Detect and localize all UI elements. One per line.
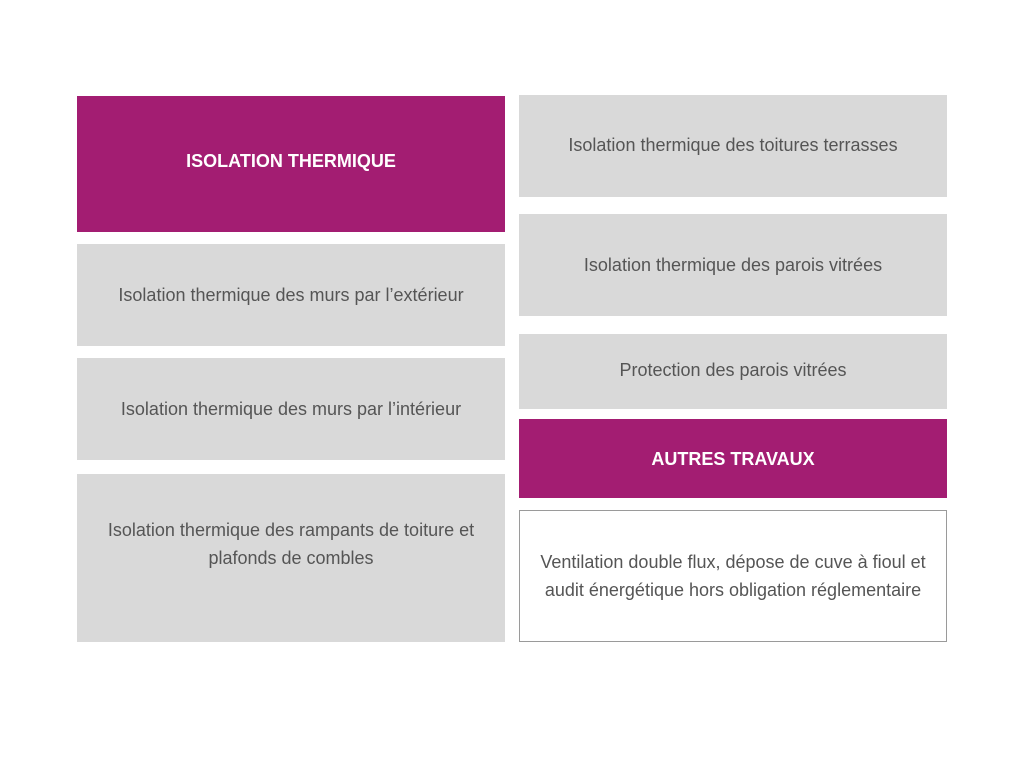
item-toitures-terrasses — [519, 95, 947, 197]
item-rampants-combles-label: Isolation thermique des rampants de toiture et plafonds de combles — [107, 520, 475, 568]
item-autres-travaux-label: Ventilation double flux, dépose de cuve à fioul et audit énergétique hors obligation réglementaire — [540, 552, 926, 600]
item-murs-exterieur — [77, 244, 505, 346]
item-murs-interieur — [77, 358, 505, 460]
item-murs-exterieur-label: Isolation thermique des murs par l’extérieur — [118, 285, 464, 305]
item-parois-vitrees-label: Isolation thermique des parois vitrées — [583, 255, 883, 275]
autres-travaux-header-label: AUTRES TRAVAUX — [651, 448, 815, 469]
autres-travaux-header — [519, 419, 947, 498]
item-murs-interieur-label: Isolation thermique des murs par l’intérieur — [120, 399, 462, 419]
item-rampants-combles — [77, 474, 505, 642]
item-protection-parois-vitrees — [519, 334, 947, 409]
isolation-thermique-header — [77, 96, 505, 232]
item-toitures-terrasses-label: Isolation thermique des toitures terrasses — [568, 135, 898, 155]
item-protection-parois-vitrees-label: Protection des parois vitrées — [619, 359, 847, 380]
item-autres-travaux — [519, 510, 947, 642]
item-parois-vitrees — [519, 214, 947, 316]
isolation-thermique-header-label: ISOLATION THERMIQUE — [186, 151, 396, 171]
